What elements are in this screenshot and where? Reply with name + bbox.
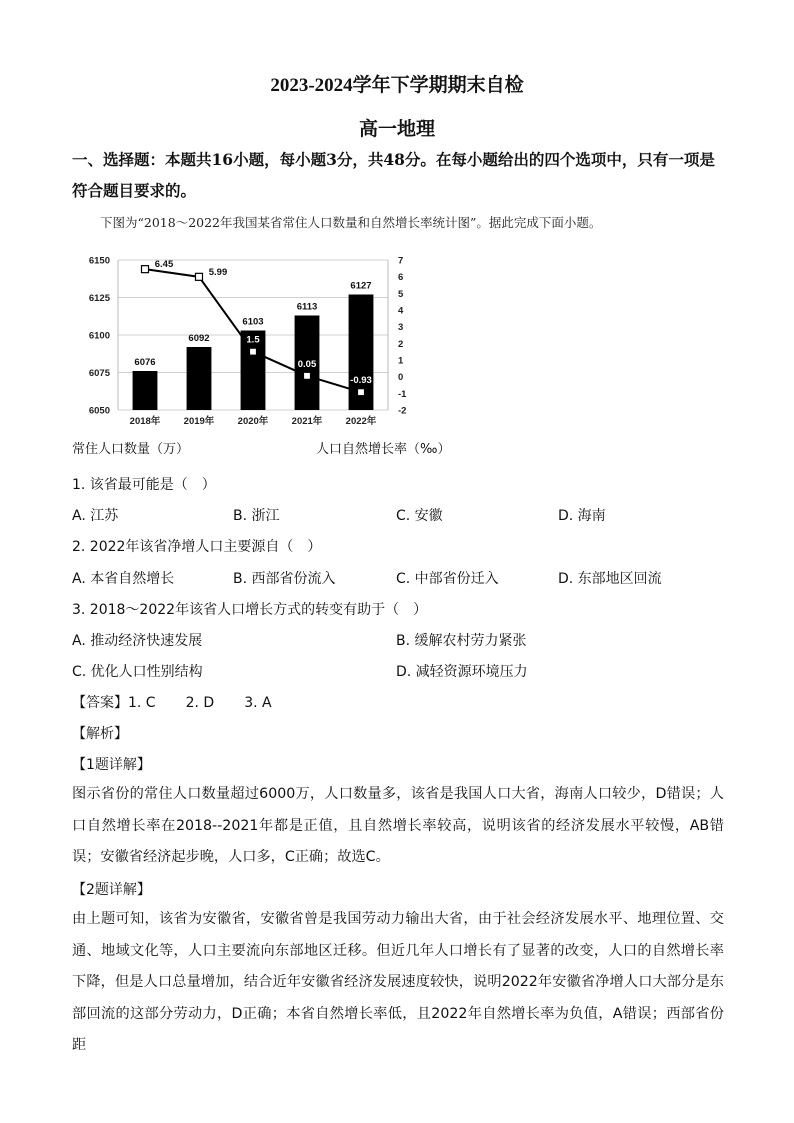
question-option[interactable]: D. 东部地区回流 [558,571,662,587]
q1-analysis-text: 图示省份的常住人口数量超过6000万，人口数量多，该省是我国人口大省，海南人口较少，D错误；人口自然增长率在2018--2021年都是正值，且自然增长率较高，说明该省的经济发展水平较慢，AB错误；安徽省经济起步晚，人口多，C正确；故选C。 [72,786,724,865]
answer-value: 1. C [128,695,156,711]
answer-value: 2. D [185,695,215,711]
x-tick-label: 2022年 [345,416,377,427]
y-left-tick-label: 6150 [88,255,110,267]
question-option[interactable]: D. 减轻资源环境压力 [396,664,528,680]
exam-title: 2023-2024学年下学期期末自检 [270,75,524,96]
x-tick-label: 2019年 [183,416,215,427]
growth-rate-point [358,389,365,396]
right-axis-name: 人口自然增长率（‰） [316,442,451,457]
question-option[interactable]: A. 江苏 [72,508,119,524]
bar [133,371,158,410]
y-right-tick-label: 6 [398,272,404,284]
question-option[interactable]: B. 浙江 [233,508,280,524]
x-tick-label: 2020年 [237,416,269,427]
growth-rate-label: 6.45 [154,259,174,271]
y-left-tick-label: 6100 [88,330,110,342]
bar-value-label: 6127 [350,280,372,292]
bar-value-label: 6092 [188,333,210,344]
question-option[interactable]: C. 安徽 [396,508,443,524]
x-tick-label: 2018年 [129,416,161,427]
growth-rate-point [304,372,311,379]
bar [187,347,212,410]
section-heading: 一、选择题：本题共16小题，每小题3分，共48分。在每小题给出的四个选项中，只有一项是符合题目要求的。 [72,150,715,200]
answer-line [72,692,272,712]
question-option[interactable]: C. 优化人口性别结构 [72,664,203,680]
y-right-tick-label: 3 [398,322,404,334]
y-right-tick-label: 5 [398,288,404,300]
y-left-tick-label: 6050 [88,405,110,417]
growth-rate-point [250,348,257,355]
q1-analysis-label: 【1题详解】 [72,757,151,773]
growth-rate-label: -0.93 [350,375,372,387]
y-right-tick-label: 7 [398,255,404,267]
question-option[interactable]: A. 推动经济快速发展 [72,633,203,649]
analysis-label: 【解析】 [72,726,128,742]
bar-value-label: 6076 [134,357,156,368]
population-chart [72,246,432,427]
question-option[interactable]: D. 海南 [558,508,606,524]
question-option[interactable]: A. 本省自然增长 [72,571,175,587]
x-tick-label: 2021年 [291,416,323,427]
growth-rate-label: 0.05 [297,358,317,370]
answer-label: 【答案】 [72,695,128,711]
y-right-tick-label: -2 [398,405,407,417]
y-left-tick-label: 6075 [88,368,110,379]
y-right-tick-label: 1 [398,355,404,367]
y-right-tick-label: 0 [398,372,404,384]
bar-value-label: 6103 [242,316,264,328]
question-option[interactable]: B. 缓解农村劳力紧张 [396,633,527,649]
question-stem: 1. 该省最可能是（ ） [72,477,216,493]
figure-intro: 下图为“2018～2022年我国某省常住人口数量和自然增长率统计图”。据此完成下面小题。 [100,215,602,230]
y-right-tick-label: 4 [398,305,404,317]
answer-value: 3. A [244,695,272,711]
growth-rate-label: 5.99 [208,266,228,278]
y-left-tick-label: 6125 [88,293,110,304]
q2-analysis-text: 由上题可知，该省为安徽省，安徽省曾是我国劳动力输出大省，由于社会经济发展水平、地理位置、交通、地域文化等，人口主要流向东部地区迁移。但近几年人口增长有了显著的改变，人口的自然增长率下降，但是人口总量增加，结合近年安徽省经济发展速度较快，说明2022年安徽省净增人口大部分是东部回流的这部分劳动力，D正确；本省自然增长率低，且2022年自然增长率为负值，A错误；西部省份距 [72,911,724,1053]
q2-analysis-label: 【2题详解】 [72,882,151,898]
question-option[interactable]: C. 中部省份迁入 [396,571,499,587]
growth-rate-point [196,273,203,280]
left-axis-name: 常住人口数量（万） [72,442,190,457]
y-right-tick-label: -1 [398,388,407,400]
question-stem: 3. 2018～2022年该省人口增长方式的转变有助于（ ） [72,602,428,618]
growth-rate-point [142,266,149,273]
y-right-tick-label: 2 [398,338,404,350]
exam-subtitle: 高一地理 [358,119,435,140]
growth-rate-label: 1.5 [246,334,260,346]
question-option[interactable]: B. 西部省份流入 [233,571,336,587]
bar-value-label: 6113 [296,301,318,313]
question-stem: 2. 2022年该省净增人口主要源自（ ） [72,539,322,555]
